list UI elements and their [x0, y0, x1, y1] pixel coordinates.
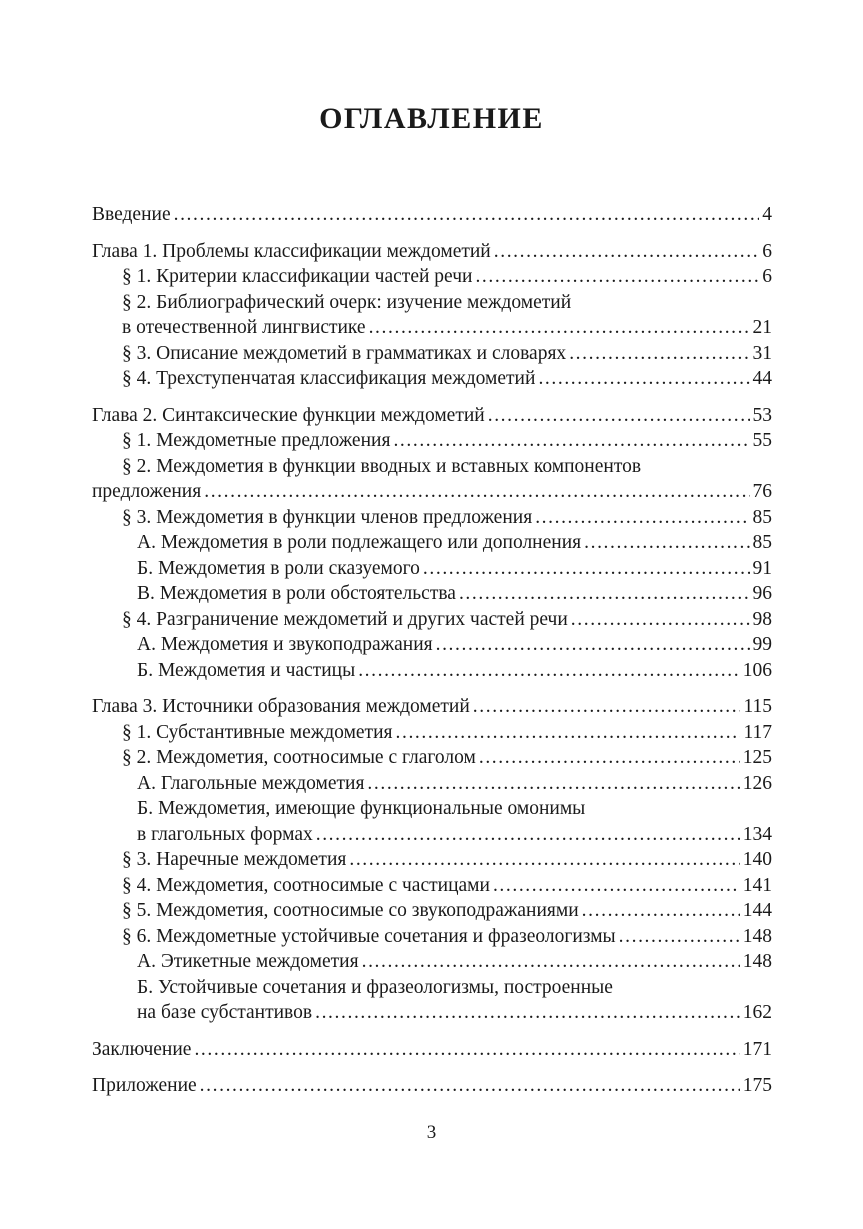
- toc-page-number: 148: [742, 925, 772, 947]
- leader-dots: [362, 949, 740, 975]
- leader-dots: [204, 479, 749, 505]
- toc-entry-label: в отечественной лингвистике: [122, 317, 366, 338]
- toc-page-number: 31: [752, 342, 772, 364]
- table-of-contents: [92, 202, 772, 1110]
- toc-entry-label: § 1. Критерии классификации частей речи: [122, 266, 473, 287]
- toc-entry-ch3-s6b-line1: Б. Устойчивые сочетания и фразеологизмы, построенные: [137, 976, 613, 998]
- toc-entry-ch1-s2-line1: § 2. Библиографический очерк: изучение междометий: [122, 291, 572, 313]
- toc-entry-ch2-s3b: [92, 556, 772, 582]
- toc-entry-label: Глава 2. Синтаксические функции междометий: [92, 404, 485, 426]
- toc-entry-label: А. Междометия в роли подлежащего или дополнения: [137, 532, 582, 553]
- toc-entry-label: В. Междометия в роли обстоятельства: [137, 583, 456, 604]
- toc-page-number: 126: [742, 772, 772, 794]
- leader-dots: [569, 341, 749, 367]
- toc-page-number: 98: [752, 608, 772, 630]
- toc-page-number: 53: [752, 404, 772, 426]
- toc-page-number: 91: [752, 557, 772, 579]
- leader-dots: [493, 873, 740, 899]
- toc-entry-label: Введение: [92, 204, 171, 225]
- toc-group-intro: [92, 202, 772, 228]
- toc-page-number: 144: [742, 900, 772, 921]
- page-number-footer: 3: [426, 1122, 437, 1143]
- leader-dots: [459, 581, 750, 607]
- toc-entry-label: § 1. Субстантивные междометия: [122, 721, 393, 743]
- leader-dots: [200, 1073, 740, 1099]
- toc-entry-label: § 3. Наречные междометия: [122, 849, 347, 870]
- leader-dots: [538, 366, 749, 392]
- toc-entry-label: А. Междометия и звукоподражания: [137, 634, 433, 655]
- leader-dots: [479, 745, 740, 771]
- toc-page-number: 115: [743, 696, 772, 717]
- toc-entry-ch2-s3a: [92, 530, 772, 556]
- toc-page-number: 148: [742, 951, 772, 972]
- toc-entry-ch3-s2a: [92, 771, 772, 797]
- leader-dots: [488, 403, 750, 429]
- toc-page-number: 6: [762, 240, 772, 262]
- toc-entry-conclusion: [92, 1037, 772, 1063]
- toc-page-number: 117: [743, 721, 772, 743]
- toc-entry-label: § 5. Междометия, соотносимые со звукоподражаниями: [122, 900, 579, 921]
- toc-entry-chapter-1: [92, 239, 772, 265]
- toc-entry-intro: [92, 202, 772, 228]
- toc-entry-ch3-s2b: [92, 822, 772, 848]
- toc-entry-label: А. Глагольные междометия: [137, 772, 365, 794]
- leader-dots: [358, 658, 740, 684]
- toc-entry-label: Глава 3. Источники образования междометий: [92, 696, 470, 717]
- toc-group-chapter-3: [92, 694, 772, 1026]
- toc-entry-label: § 3. Междометия в функции членов предложения: [122, 506, 533, 528]
- toc-entry-label: Б. Междометия и частицы: [137, 659, 356, 681]
- toc-page-number: 6: [762, 266, 772, 287]
- leader-dots: [582, 898, 740, 924]
- leader-dots: [174, 202, 760, 228]
- toc-entry-label: А. Этикетные междометия: [137, 951, 359, 972]
- toc-entry-ch3-s4: [92, 873, 772, 899]
- toc-entry-ch2-s1: [92, 428, 772, 454]
- toc-entry-ch3-s6b: [92, 1000, 772, 1026]
- leader-dots: [349, 847, 739, 873]
- page-title: ОГЛАВЛЕНИЕ: [319, 102, 544, 135]
- toc-entry-ch2-s2: [92, 479, 772, 505]
- toc-group-conclusion: [92, 1037, 772, 1063]
- toc-entry-ch2-s2-line1: § 2. Междометия в функции вводных и вставных компонентов: [122, 455, 642, 477]
- toc-entry-label: § 4. Разграничение междометий и других частей речи: [122, 608, 568, 630]
- toc-entry-chapter-3: [92, 694, 772, 720]
- toc-entry-ch2-s4b: [92, 658, 772, 684]
- leader-dots: [423, 556, 750, 582]
- toc-page-number: 175: [742, 1075, 772, 1096]
- toc-page-number: 140: [742, 849, 772, 870]
- leader-dots: [315, 1000, 740, 1026]
- leader-dots: [473, 694, 741, 720]
- toc-entry-label: § 1. Междометные предложения: [122, 430, 391, 451]
- toc-entry-ch1-s1: [92, 264, 772, 290]
- toc-group-chapter-2: [92, 403, 772, 684]
- leader-dots: [571, 607, 750, 633]
- toc-entry-ch2-s3: [92, 505, 772, 531]
- toc-entry-ch1-s4: [92, 366, 772, 392]
- toc-entry-label: § 3. Описание междометий в грамматиках и словарях: [122, 342, 567, 364]
- toc-entry-ch3-s5: [92, 898, 772, 924]
- leader-dots: [535, 505, 749, 531]
- toc-page-number: 85: [752, 532, 772, 553]
- toc-entry-ch2-s3c: [92, 581, 772, 607]
- leader-dots: [367, 771, 739, 797]
- toc-entry-label: предложения: [92, 481, 202, 502]
- leader-dots: [584, 530, 749, 556]
- toc-entry-ch3-s2b-line1: Б. Междометия, имеющие функциональные омонимы: [137, 798, 586, 819]
- toc-page-number: 44: [752, 368, 772, 389]
- toc-entry-ch3-s1: [92, 720, 772, 746]
- toc-page-number: 141: [742, 874, 772, 896]
- toc-entry-chapter-2: [92, 403, 772, 429]
- leader-dots: [194, 1037, 739, 1063]
- toc-page-number: 96: [752, 583, 772, 604]
- toc-entry-ch3-s6: [92, 924, 772, 950]
- toc-entry-label: на базе субстантивов: [137, 1002, 313, 1023]
- leader-dots: [475, 264, 759, 290]
- toc-entry-label: § 4. Междометия, соотносимые с частицами: [122, 874, 490, 896]
- toc-page-number: 21: [752, 317, 772, 338]
- toc-group-appendix: [92, 1073, 772, 1099]
- toc-page-number: 76: [752, 481, 772, 502]
- toc-entry-ch2-s4: [92, 607, 772, 633]
- toc-page-number: 4: [762, 204, 772, 225]
- toc-entry-ch3-s6a: [92, 949, 772, 975]
- toc-page-number: 125: [742, 747, 772, 768]
- toc-entry-appendix: [92, 1073, 772, 1099]
- toc-entry-ch3-s3: [92, 847, 772, 873]
- toc-entry-ch1-s2: [92, 315, 772, 341]
- toc-entry-ch1-s3: [92, 341, 772, 367]
- toc-entry-label: § 2. Междометия, соотносимые с глаголом: [122, 747, 476, 768]
- toc-entry-label: Заключение: [92, 1038, 192, 1060]
- toc-entry-label: в глагольных формах: [137, 823, 313, 845]
- toc-group-chapter-1: [92, 239, 772, 392]
- toc-entry-ch2-s4a: [92, 632, 772, 658]
- toc-page-number: 55: [752, 430, 772, 451]
- leader-dots: [396, 720, 741, 746]
- toc-entry-label: § 6. Междометные устойчивые сочетания и фразеологизмы: [122, 925, 616, 947]
- toc-entry-ch3-s2: [92, 745, 772, 771]
- toc-page-number: 99: [752, 634, 772, 655]
- leader-dots: [393, 428, 749, 454]
- leader-dots: [494, 239, 760, 265]
- toc-entry-label: § 4. Трехступенчатая классификация междометий: [122, 368, 536, 389]
- leader-dots: [316, 822, 740, 848]
- toc-page-number: 134: [742, 823, 772, 845]
- toc-page-number: 106: [742, 659, 772, 681]
- leader-dots: [369, 315, 750, 341]
- toc-page-number: 162: [742, 1002, 772, 1023]
- toc-entry-label: Б. Междометия в роли сказуемого: [137, 557, 420, 579]
- leader-dots: [619, 924, 740, 950]
- toc-entry-label: Глава 1. Проблемы классификации междометий: [92, 240, 491, 262]
- leader-dots: [436, 632, 750, 658]
- toc-page-number: 85: [752, 506, 772, 528]
- toc-entry-label: Приложение: [92, 1075, 197, 1096]
- toc-page-number: 171: [742, 1038, 772, 1060]
